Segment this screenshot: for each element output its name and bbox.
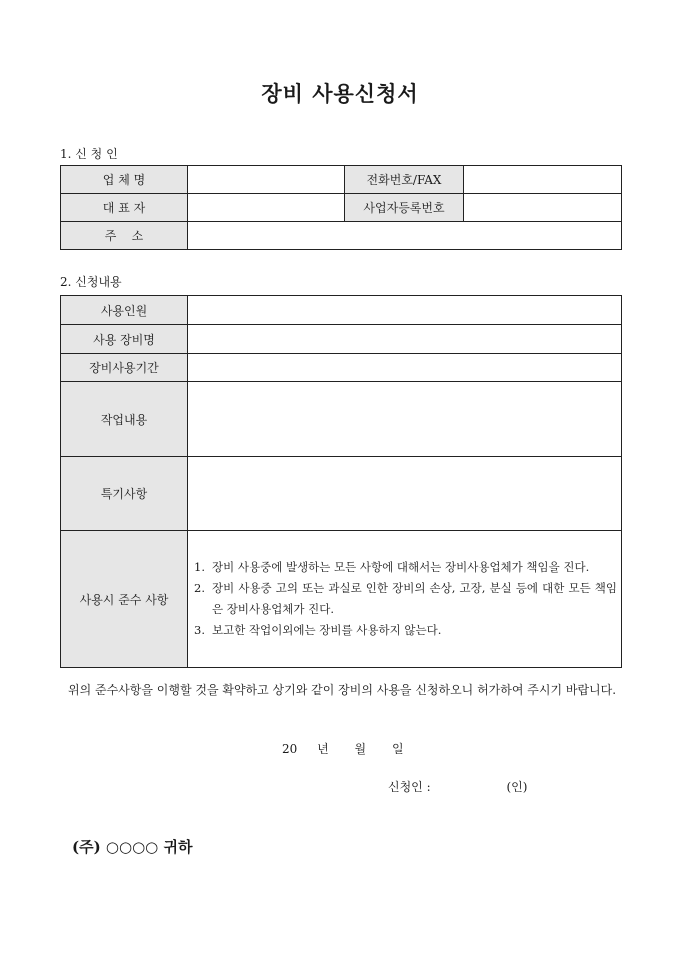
seal-mark: (인): [506, 780, 528, 794]
phone-fax-field[interactable]: [464, 166, 622, 194]
applicant-signature-line: [388, 778, 527, 795]
usage-rule-item: 3. 보고한 작업이외에는 장비를 사용하지 않는다.: [194, 623, 442, 637]
special-notes-label: 특기사항: [61, 457, 188, 531]
phone-fax-label: 전화번호/FAX: [345, 166, 464, 194]
applicant-table: [60, 165, 622, 250]
date-day-unit: 일: [391, 742, 404, 756]
business-number-label: 사업자등록번호: [345, 194, 464, 222]
date-year-unit: 년: [317, 742, 329, 756]
company-name-field[interactable]: [188, 166, 345, 194]
equipment-name-field[interactable]: [188, 325, 622, 354]
application-date: [282, 740, 404, 757]
representative-field[interactable]: [188, 194, 345, 222]
date-year: 20: [282, 742, 298, 756]
usage-period-field[interactable]: [188, 354, 622, 382]
document-title: 장비 사용신청서: [261, 81, 419, 106]
special-notes-field[interactable]: [188, 457, 622, 531]
request-table: [60, 295, 622, 668]
personnel-label: 사용인원: [61, 296, 188, 325]
work-description-label: 작업내용: [61, 382, 188, 457]
date-month-unit: 월: [354, 742, 367, 756]
representative-label: 대 표 자: [61, 194, 188, 222]
applicant-label: 신청인 :: [388, 780, 431, 794]
address-label: 주 소: [61, 222, 188, 250]
address-field[interactable]: [188, 222, 622, 250]
equipment-name-label: 사용 장비명: [61, 325, 188, 354]
pledge-statement: 위의 준수사항을 이행할 것을 확약하고 상기와 같이 장비의 사용을 신청하오니 허가하여 주시기 바랍니다.: [68, 683, 617, 697]
company-name-label: 업 체 명: [61, 166, 188, 194]
usage-rules-label: 사용시 준수 사항: [61, 531, 188, 668]
business-number-field[interactable]: [464, 194, 622, 222]
usage-period-label: 장비사용기간: [61, 354, 188, 382]
work-description-field[interactable]: [188, 382, 622, 457]
section-request-heading: 2. 신청내용: [60, 275, 122, 289]
section-applicant-heading: 1. 신 청 인: [60, 147, 118, 161]
addressee: (주) ○○○○ 귀하: [72, 838, 193, 856]
usage-rule-item: 1. 장비 사용중에 발생하는 모든 사항에 대해서는 장비사용업체가 책임을 진다.: [194, 560, 590, 574]
usage-rule-item: 2. 장비 사용중 고의 또는 과실로 인한 장비의 손상, 고장, 분실 등에 대한 모든 책임은 장비사용업체가 진다.: [194, 581, 617, 616]
usage-rules-list: [188, 531, 622, 668]
personnel-field[interactable]: [188, 296, 622, 325]
